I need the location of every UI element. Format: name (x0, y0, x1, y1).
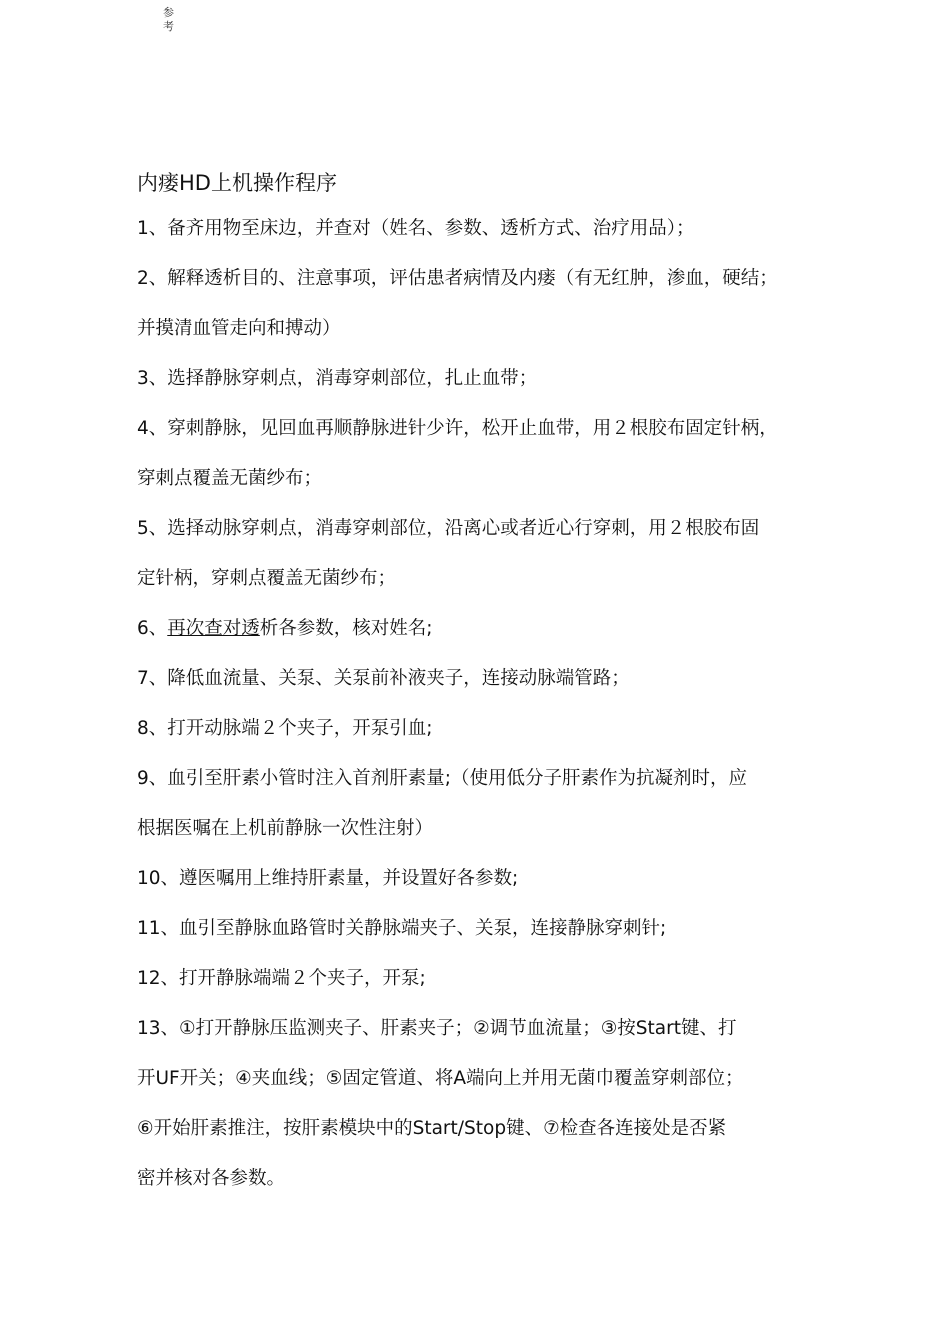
step-13-continuation: ⑥开始肝素推注，按肝素模块中的Start/Stop键、⑦检查各连接处是否紧 (137, 1118, 727, 1139)
step-4-continuation: 穿刺点覆盖无菌纱布； (137, 468, 323, 489)
step-13-continuation: 开UF开关；④夹血线；⑤固定管道、将A端向上并用无菌巾覆盖穿刺部位； (137, 1068, 744, 1089)
page-title: 内瘘HD上机操作程序 (137, 171, 337, 195)
step-11-line: 11、血引至静脉血路管时关静脉端夹子、关泵，连接静脉穿刺针; (137, 918, 667, 939)
step-5-continuation: 定针柄，穿刺点覆盖无菌纱布； (137, 568, 397, 589)
header-note (163, 6, 179, 34)
step-3-line: 3、选择静脉穿刺点，消毒穿刺部位，扎止血带； (137, 368, 538, 389)
header-note-char: 参 (163, 6, 174, 19)
step-9-line: 9、血引至肝素小管时注入首剂肝素量;（使用低分子肝素作为抗凝剂时，应 (137, 768, 748, 789)
step-13-line: 13、①打开静脉压监测夹子、肝素夹子；②调节血流量；③按Start键、打 (137, 1018, 737, 1039)
step-6-line (137, 614, 837, 664)
step-8-line: 8、打开动脉端２个夹子，开泵引血; (137, 718, 433, 739)
step-1-line: 1、备齐用物至床边，并查对（姓名、参数、透析方式、治疗用品）； (137, 218, 695, 239)
step-2-line: 2、解释透析目的、注意事项，评估患者病情及内瘘（有无红肿，渗血，硬结； (137, 268, 778, 289)
step-6-underlined-text: 再次查对透 (167, 618, 260, 639)
step-2-continuation: 并摸清血管走向和搏动） (137, 318, 341, 339)
procedure-steps (137, 214, 837, 1214)
step-13-continuation: 密并核对各参数。 (137, 1168, 286, 1189)
header-note-char: 考 (163, 20, 174, 33)
step-7-line: 7、降低血流量、关泵、关泵前补液夹子，连接动脉端管路； (137, 668, 630, 689)
step-6-suffix: 析各参数，核对姓名; (259, 618, 433, 639)
step-12-line: 12、打开静脉端端２个夹子，开泵; (137, 968, 426, 989)
step-9-continuation: 根据医嘱在上机前静脉一次性注射） (137, 818, 434, 839)
step-6-prefix: 6、 (137, 618, 168, 639)
step-4-line: 4、穿刺静脉，见回血再顺静脉进针少许，松开止血带，用２根胶布固定针柄， (137, 418, 778, 439)
step-10-line: 10、遵医嘱用上维持肝素量，并设置好各参数; (137, 868, 519, 889)
step-5-line: 5、选择动脉穿刺点，消毒穿刺部位，沿离心或者近心行穿刺，用２根胶布固 (137, 518, 760, 539)
